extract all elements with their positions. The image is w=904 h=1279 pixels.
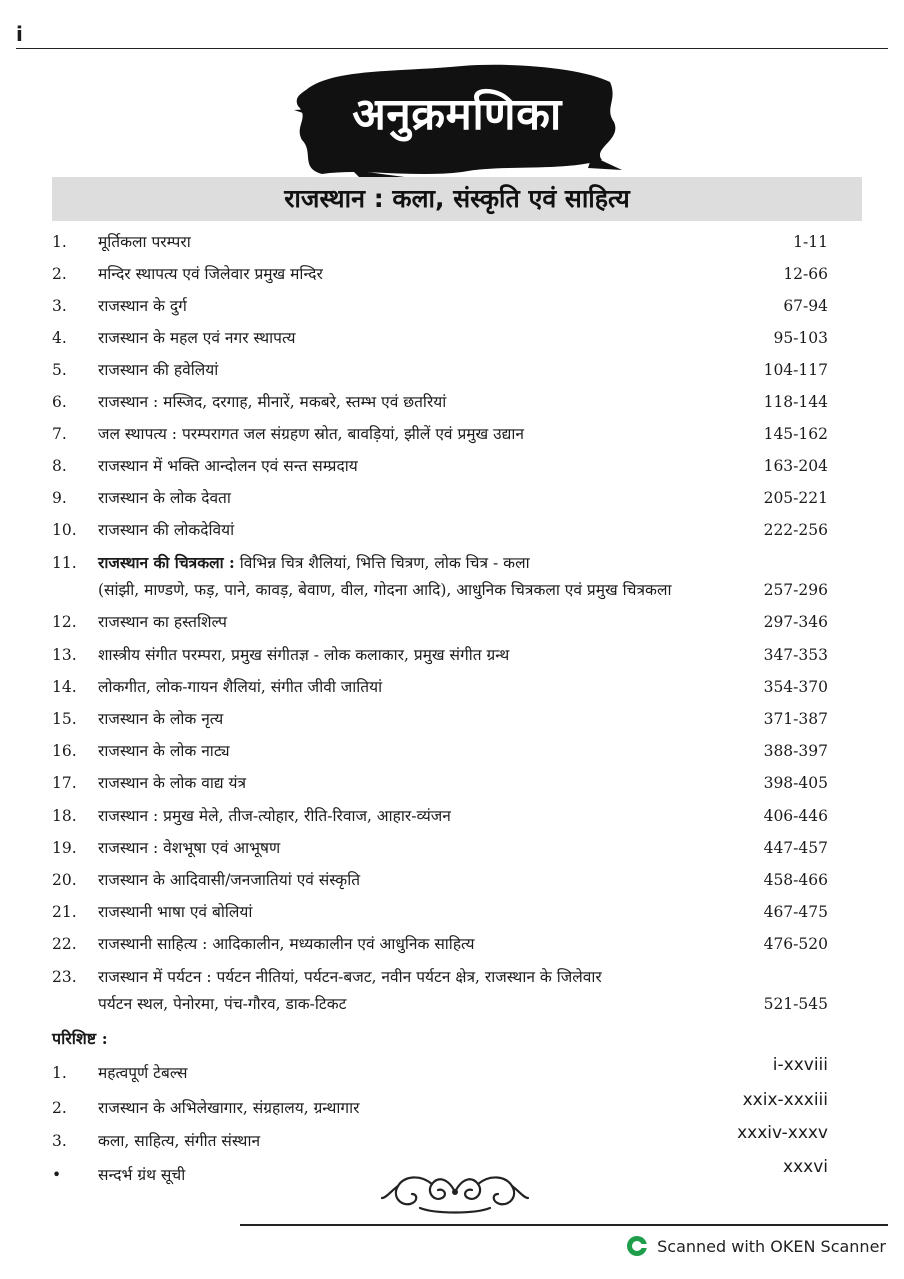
title-banner [292,60,622,180]
top-rule [16,48,888,49]
scanner-watermark [625,1233,886,1259]
appendix-heading: परिशिष्ट : [52,1029,108,1048]
page-number: i [16,22,23,46]
toc-entry: 23. राजस्थान में पर्यटन : पर्यटन नीतियां, पर्यटन-बजट, नवीन पर्यटन क्षेत्र, राजस्थान के जिलेवार पर्यटन स्थल, पेनोरमा, पंच-गौरव, डाक-टिकट 521-545 [52,968,828,1013]
scanner-label: Scanned with OKEN Scanner [657,1236,886,1256]
decorative-flourish-icon [380,1168,530,1216]
toc-entry: 11. राजस्थान की चित्रकला : विभिन्न चित्र शैलियां, भित्ति चित्रण, लोक चित्र - कला (सांझी, माण्डणे, फड़, पाने, कावड़, बेवाण, वील, गोदना आदि), आधुनिक चित्रकला एवं प्रमुख चित्रकला 257-296 [52,553,828,599]
scanner-logo-icon [625,1234,649,1258]
bottom-rule [240,1224,888,1226]
page-title: अनुक्रमणिका [352,89,562,140]
section-heading: राजस्थान : कला, संस्कृति एवं साहित्य [52,177,862,221]
